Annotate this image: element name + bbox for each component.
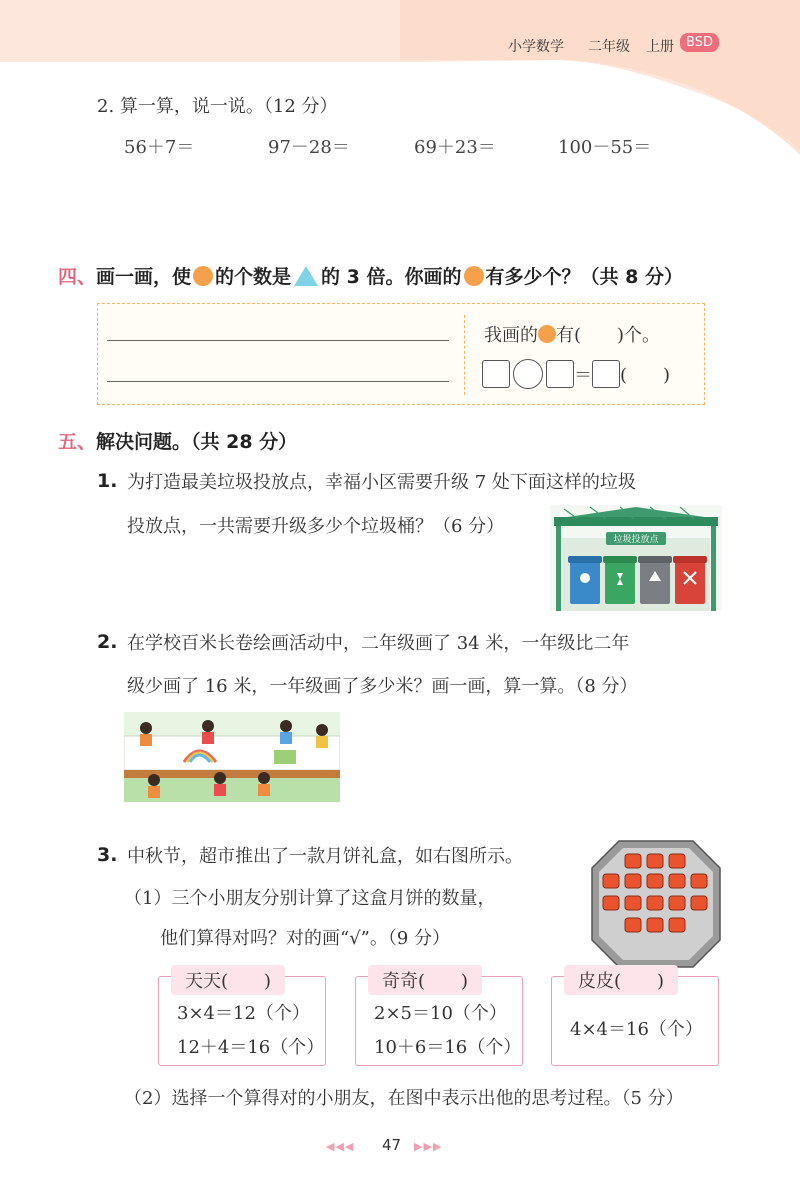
card-qiqi <box>355 971 523 1066</box>
answer-box-2[interactable] <box>546 360 574 388</box>
card-qiqi-line-2: 10＋6＝16（个） <box>374 1037 522 1058</box>
card-qiqi-line-1: 2×5＝10（个） <box>374 1003 507 1024</box>
drawing-line-1 <box>107 340 449 341</box>
left-arrows-icon: ◀◀◀ <box>326 1140 355 1153</box>
drawing-line-2 <box>107 381 449 382</box>
problem-2-line-1: 在学校百米长卷绘画活动中，二年级画了 34 米，一年级比二年 <box>127 633 630 654</box>
orange-circle-icon <box>464 266 484 286</box>
drawing-box[interactable] <box>97 303 705 405</box>
operator-circle[interactable] <box>513 359 543 389</box>
card-tiantian-name[interactable]: 天天( ) <box>171 965 285 995</box>
triangle-icon <box>293 265 319 287</box>
section-5-title: 五、解决问题。（共 28 分） <box>58 431 298 453</box>
station-sign: 垃圾投放点 <box>613 535 659 545</box>
q2-title: 2. 算一算，说一说。（12 分） <box>97 96 338 117</box>
card-tiantian-line-2: 12＋4＝16（个） <box>177 1037 325 1058</box>
section-5-number: 五、 <box>58 431 97 453</box>
header-subject: 小学数学 <box>508 39 564 55</box>
drawing-divider <box>464 315 465 395</box>
problem-2-line-2: 级少画了 16 米，一年级画了多少米？画一画，算一算。（8 分） <box>127 676 638 697</box>
problem-3-line-1: 中秋节，超市推出了一款月饼礼盒，如右图所示。 <box>127 846 523 867</box>
card-pipi-name[interactable]: 皮皮( ) <box>564 965 678 995</box>
sub-question-2: （2）选择一个算得对的小朋友，在图中表示出他的思考过程。（5 分） <box>124 1088 684 1109</box>
card-qiqi-name[interactable]: 奇奇( ) <box>368 965 482 995</box>
header-volume: 上册 <box>646 39 674 55</box>
problem-1-number: 1. <box>97 470 118 492</box>
card-tiantian <box>158 971 326 1066</box>
card-tiantian-line-1: 3×4＝12（个） <box>177 1003 310 1024</box>
problem-3-number: 3. <box>97 844 118 866</box>
card-pipi <box>551 971 719 1066</box>
problem-1-line-1: 为打造最美垃圾投放点，幸福小区需要升级 7 处下面这样的垃圾 <box>127 472 636 493</box>
q2-expr-3: 69＋23＝ <box>414 137 496 158</box>
unit-blank[interactable]: ( ) <box>620 365 671 386</box>
mooncake-box-illustration <box>591 840 721 968</box>
page-number: 47 <box>382 1136 402 1154</box>
answer-sentence: 我画的 有( )个。 <box>484 325 661 346</box>
orange-circle-icon <box>538 325 556 343</box>
orange-circle-icon <box>193 266 213 286</box>
edition-badge: BSD <box>680 33 719 52</box>
card-pipi-line-1: 4×4＝16（个） <box>570 1019 703 1040</box>
section-4-title: 四、画一画，使 的个数是 的 3 倍。你画的 有多少个？（共 8 分） <box>58 266 683 288</box>
q2-expr-4: 100－55＝ <box>558 137 652 158</box>
equation-template: ＝ ( ) <box>482 359 670 389</box>
problem-2-number: 2. <box>97 631 118 653</box>
section-4-number: 四、 <box>58 266 97 288</box>
right-arrows-icon: ▶▶▶ <box>414 1140 443 1153</box>
q2-expr-1: 56＋7＝ <box>124 137 195 158</box>
sub-question-1-line-1: （1）三个小朋友分别计算了这盒月饼的数量， <box>124 888 496 909</box>
problem-1-line-2: 投放点，一共需要升级多少个垃圾桶？（6 分） <box>127 516 505 537</box>
q2-expr-2: 97－28＝ <box>268 137 350 158</box>
garbage-station-illustration <box>550 505 722 611</box>
header-band <box>0 0 800 160</box>
header-grade: 二年级 <box>588 39 630 55</box>
painting-activity-illustration <box>124 712 340 802</box>
sub-question-1-line-2: 他们算得对吗？对的画“√”。（9 分） <box>160 928 451 949</box>
answer-box-1[interactable] <box>482 360 510 388</box>
answer-box-3[interactable] <box>592 360 620 388</box>
